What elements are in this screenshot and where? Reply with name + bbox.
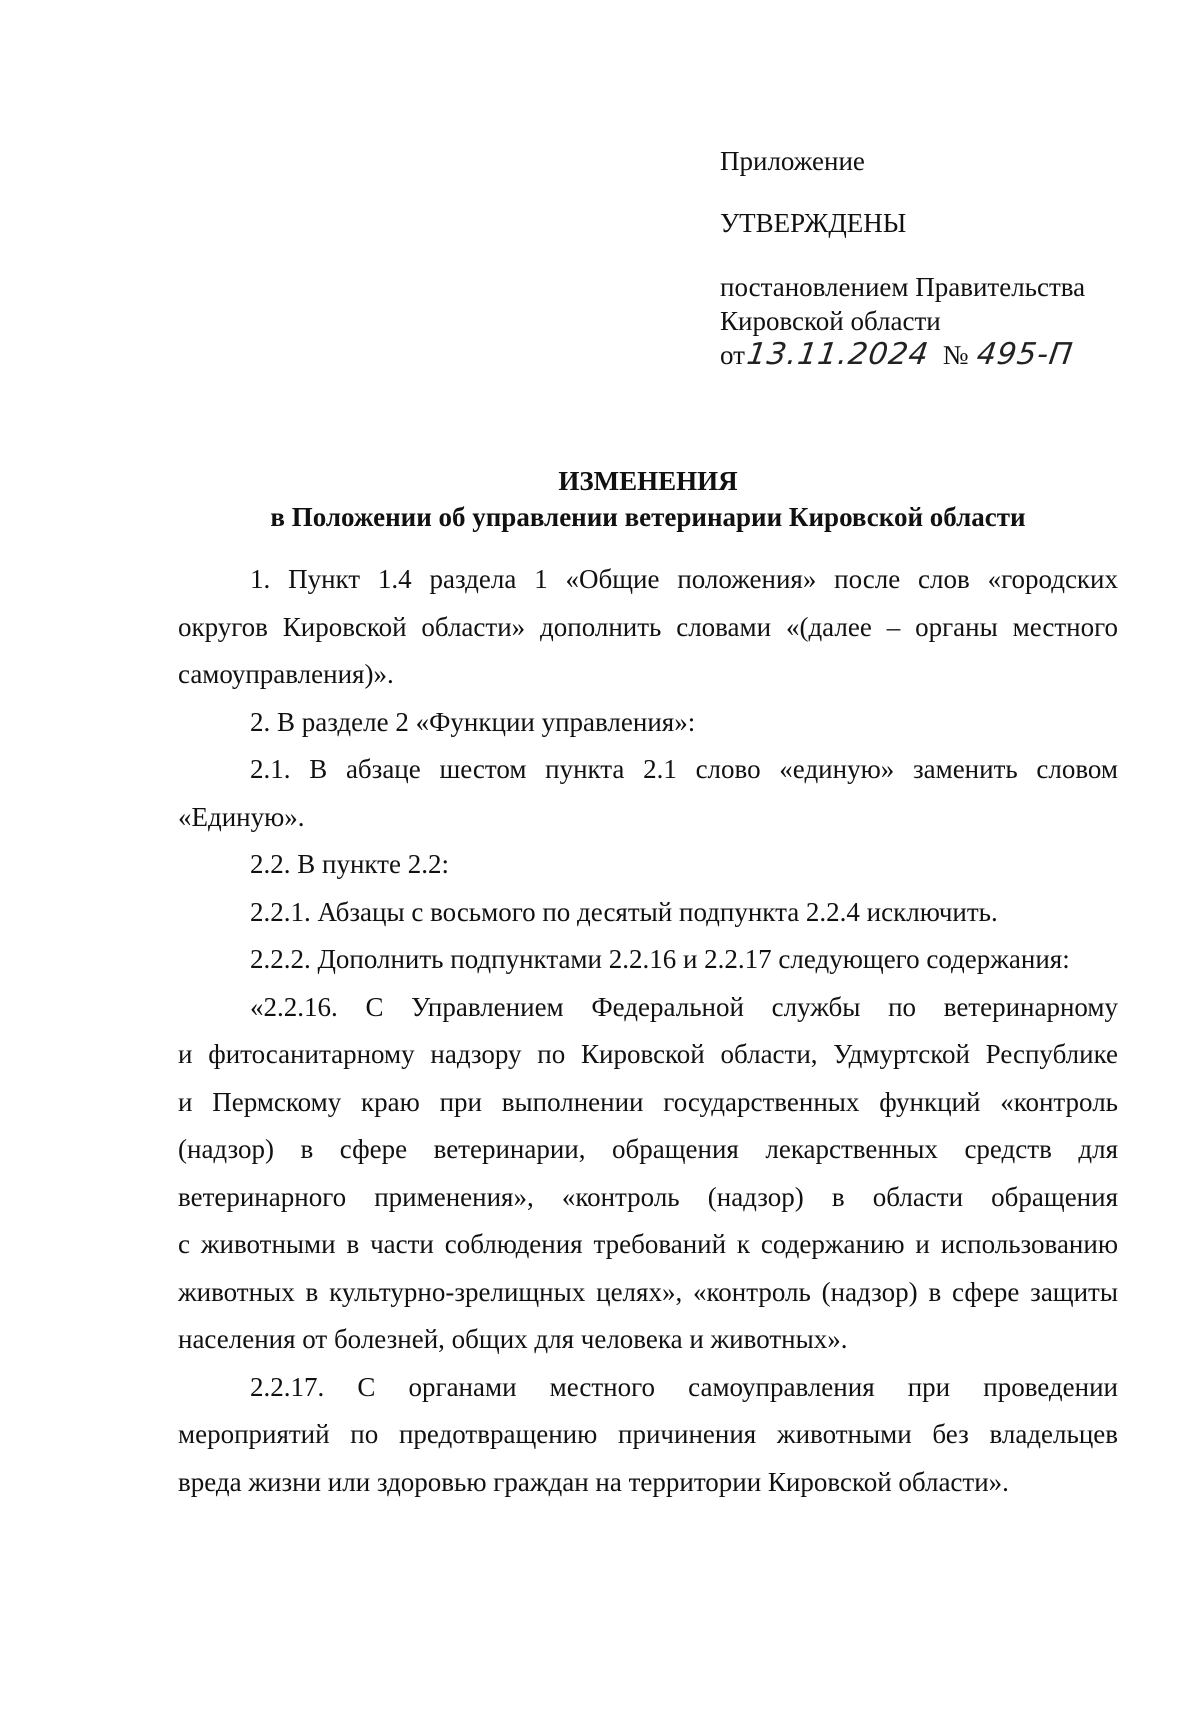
title-main: ИЗМЕНЕНИЯ [558, 466, 738, 496]
resolution-line-2: Кировской области [720, 306, 941, 336]
paragraph-2-2-17-line-3: вреда жизни или здоровью граждан на территории Кировской области». [178, 1466, 1009, 1497]
paragraph-2-2-16 [178, 984, 1118, 1364]
paragraph-2-2-1 [178, 889, 1118, 937]
number-sign: № [942, 340, 969, 370]
appendix-label: Приложение [720, 146, 865, 176]
paragraph-2-2-16-line-3: и Пермскому краю при выполнении государственных функций «контроль [178, 1086, 1118, 1117]
paragraph-1-line-2: округов Кировской области» дополнить словами «(далее – органы местного [178, 611, 1118, 642]
date-prefix: от [720, 340, 745, 370]
paragraph-2-1 [178, 746, 1118, 841]
paragraph-2-2-16-line-7: животных в культурно-зрелищных целях», «контроль (надзор) в сфере защиты [178, 1276, 1118, 1307]
paragraph-2-2-16-line-6: с животными в части соблюдения требований к содержанию и использованию [178, 1229, 1118, 1259]
approval-block [720, 144, 1140, 372]
paragraph-1-line-1: 1. Пункт 1.4 раздела 1 «Общие положения» после слов «городских [250, 564, 1118, 594]
paragraph-2-2 [178, 841, 1118, 889]
handwritten-date: 13.11.2024 [744, 337, 932, 372]
paragraph-2-1-line-1: 2.1. В абзаце шестом пункта 2.1 слово «единую» заменить словом [250, 754, 1118, 784]
paragraph-2-2-2-line-1: 2.2.2. Дополнить подпунктами 2.2.16 и 2.2.17 следующего содержания: [250, 944, 1070, 974]
paragraph-2 [178, 699, 1118, 747]
paragraph-2-2-2 [178, 936, 1118, 984]
paragraph-1-line-3: самоуправления)». [178, 659, 394, 689]
paragraph-2-2-line-1: 2.2. В пункте 2.2: [250, 849, 449, 879]
paragraph-2-2-16-line-5: ветеринарного применения», «контроль (надзор) в области обращения [178, 1181, 1118, 1212]
paragraph-2-2-16-line-1: «2.2.16. С Управлением Федеральной службы по ветеринарному [250, 991, 1118, 1022]
document-body [178, 556, 1118, 1506]
paragraph-2-2-17-line-2: мероприятий по предотвращению причинения животными без владельцев [178, 1419, 1118, 1449]
paragraph-2-2-17-line-1: 2.2.17. С органами местного самоуправления при проведении [250, 1371, 1118, 1402]
resolution-date-number [720, 338, 1140, 372]
paragraph-2-2-1-line-1: 2.2.1. Абзацы с восьмого по десятый подпункта 2.2.4 исключить. [250, 896, 998, 927]
title-sub: в Положении об управлении ветеринарии Кировской области [270, 502, 1026, 532]
paragraph-2-line-1: 2. В разделе 2 «Функции управления»: [250, 706, 696, 737]
paragraph-2-2-17 [178, 1364, 1118, 1507]
resolution-line-1: постановлением Правительства [720, 272, 1086, 302]
paragraph-2-1-line-2: «Единую». [178, 801, 305, 832]
handwritten-number: 495-П [974, 337, 1075, 372]
approved-label: УТВЕРЖДЕНЫ [720, 208, 907, 238]
paragraph-1 [178, 556, 1118, 699]
paragraph-2-2-16-line-8: населения от болезней, общих для человека и животных». [178, 1324, 848, 1354]
paragraph-2-2-16-line-4: (надзор) в сфере ветеринарии, обращения лекарственных средств для [178, 1134, 1118, 1164]
document-title [178, 463, 1118, 535]
paragraph-2-2-16-line-2: и фитосанитарному надзору по Кировской области, Удмуртской Республике [178, 1039, 1118, 1069]
